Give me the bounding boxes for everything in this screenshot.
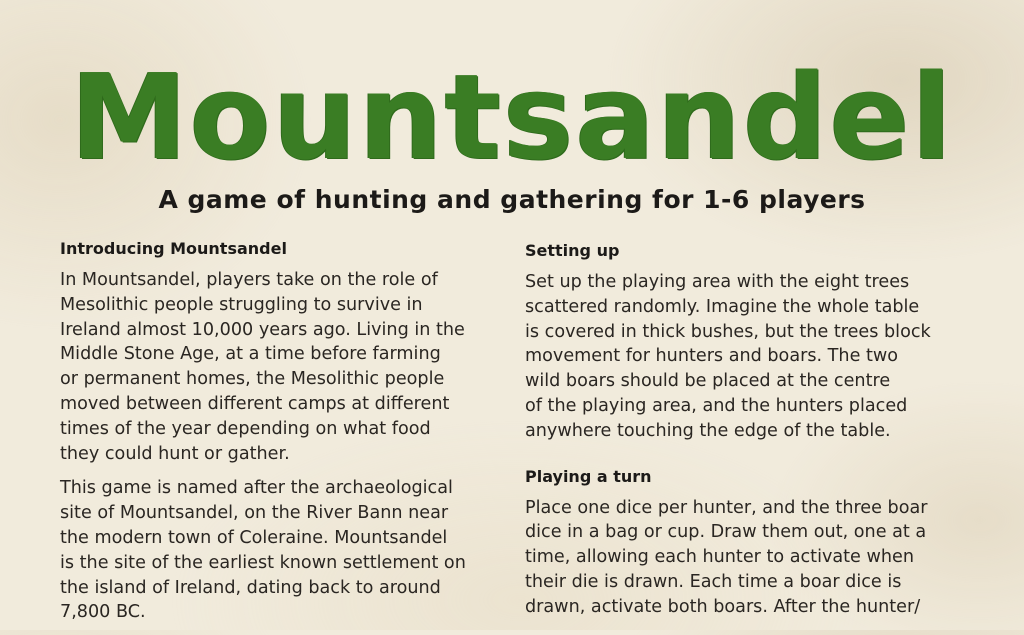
left-column bbox=[60, 238, 505, 635]
paragraph-intro-1: In Mountsandel, players take on the role of Mesolithic people struggling to survive in Ireland almost 10,000 years ago. Living in the Middle Stone Age, at a time before farming or permanent homes, the Mesolithic people moved between different camps at different times of the year depending on what food they could hunt or gather. bbox=[60, 270, 465, 464]
section-heading-playing-a-turn: Playing a turn bbox=[525, 466, 652, 486]
section-heading-setting-up: Setting up bbox=[525, 241, 620, 260]
section-setting-up bbox=[525, 240, 975, 444]
right-column bbox=[525, 240, 975, 630]
page-title: Mountsandel bbox=[70, 48, 954, 186]
page-subtitle: A game of hunting and gathering for 1-6 players bbox=[158, 185, 866, 214]
paragraph-playing-a-turn: Place one dice per hunter, and the three boar dice in a bag or cup. Draw them out, one at a time, allowing each hunter to activate when their die is drawn. Each time a boar dice is drawn, activate both boars. After the hunter/ bbox=[525, 497, 928, 617]
section-playing-a-turn bbox=[525, 466, 975, 620]
section-heading-introducing: Introducing Mountsandel bbox=[60, 239, 287, 258]
paragraph-setting-up: Set up the playing area with the eight trees scattered randomly. Imagine the whole table is covered in thick bushes, but the trees block movement for hunters and boars. The two wild boars should be placed at the centre of the playing area, and the hunters placed anywhere touching the edge of the table. bbox=[525, 272, 931, 441]
paragraph-intro-2: This game is named after the archaeological site of Mountsandel, on the River Bann near the modern town of Coleraine. Mountsandel is the site of the earliest known settlement on the island of Ireland, dating back to around 7,800 BC. bbox=[60, 478, 466, 623]
